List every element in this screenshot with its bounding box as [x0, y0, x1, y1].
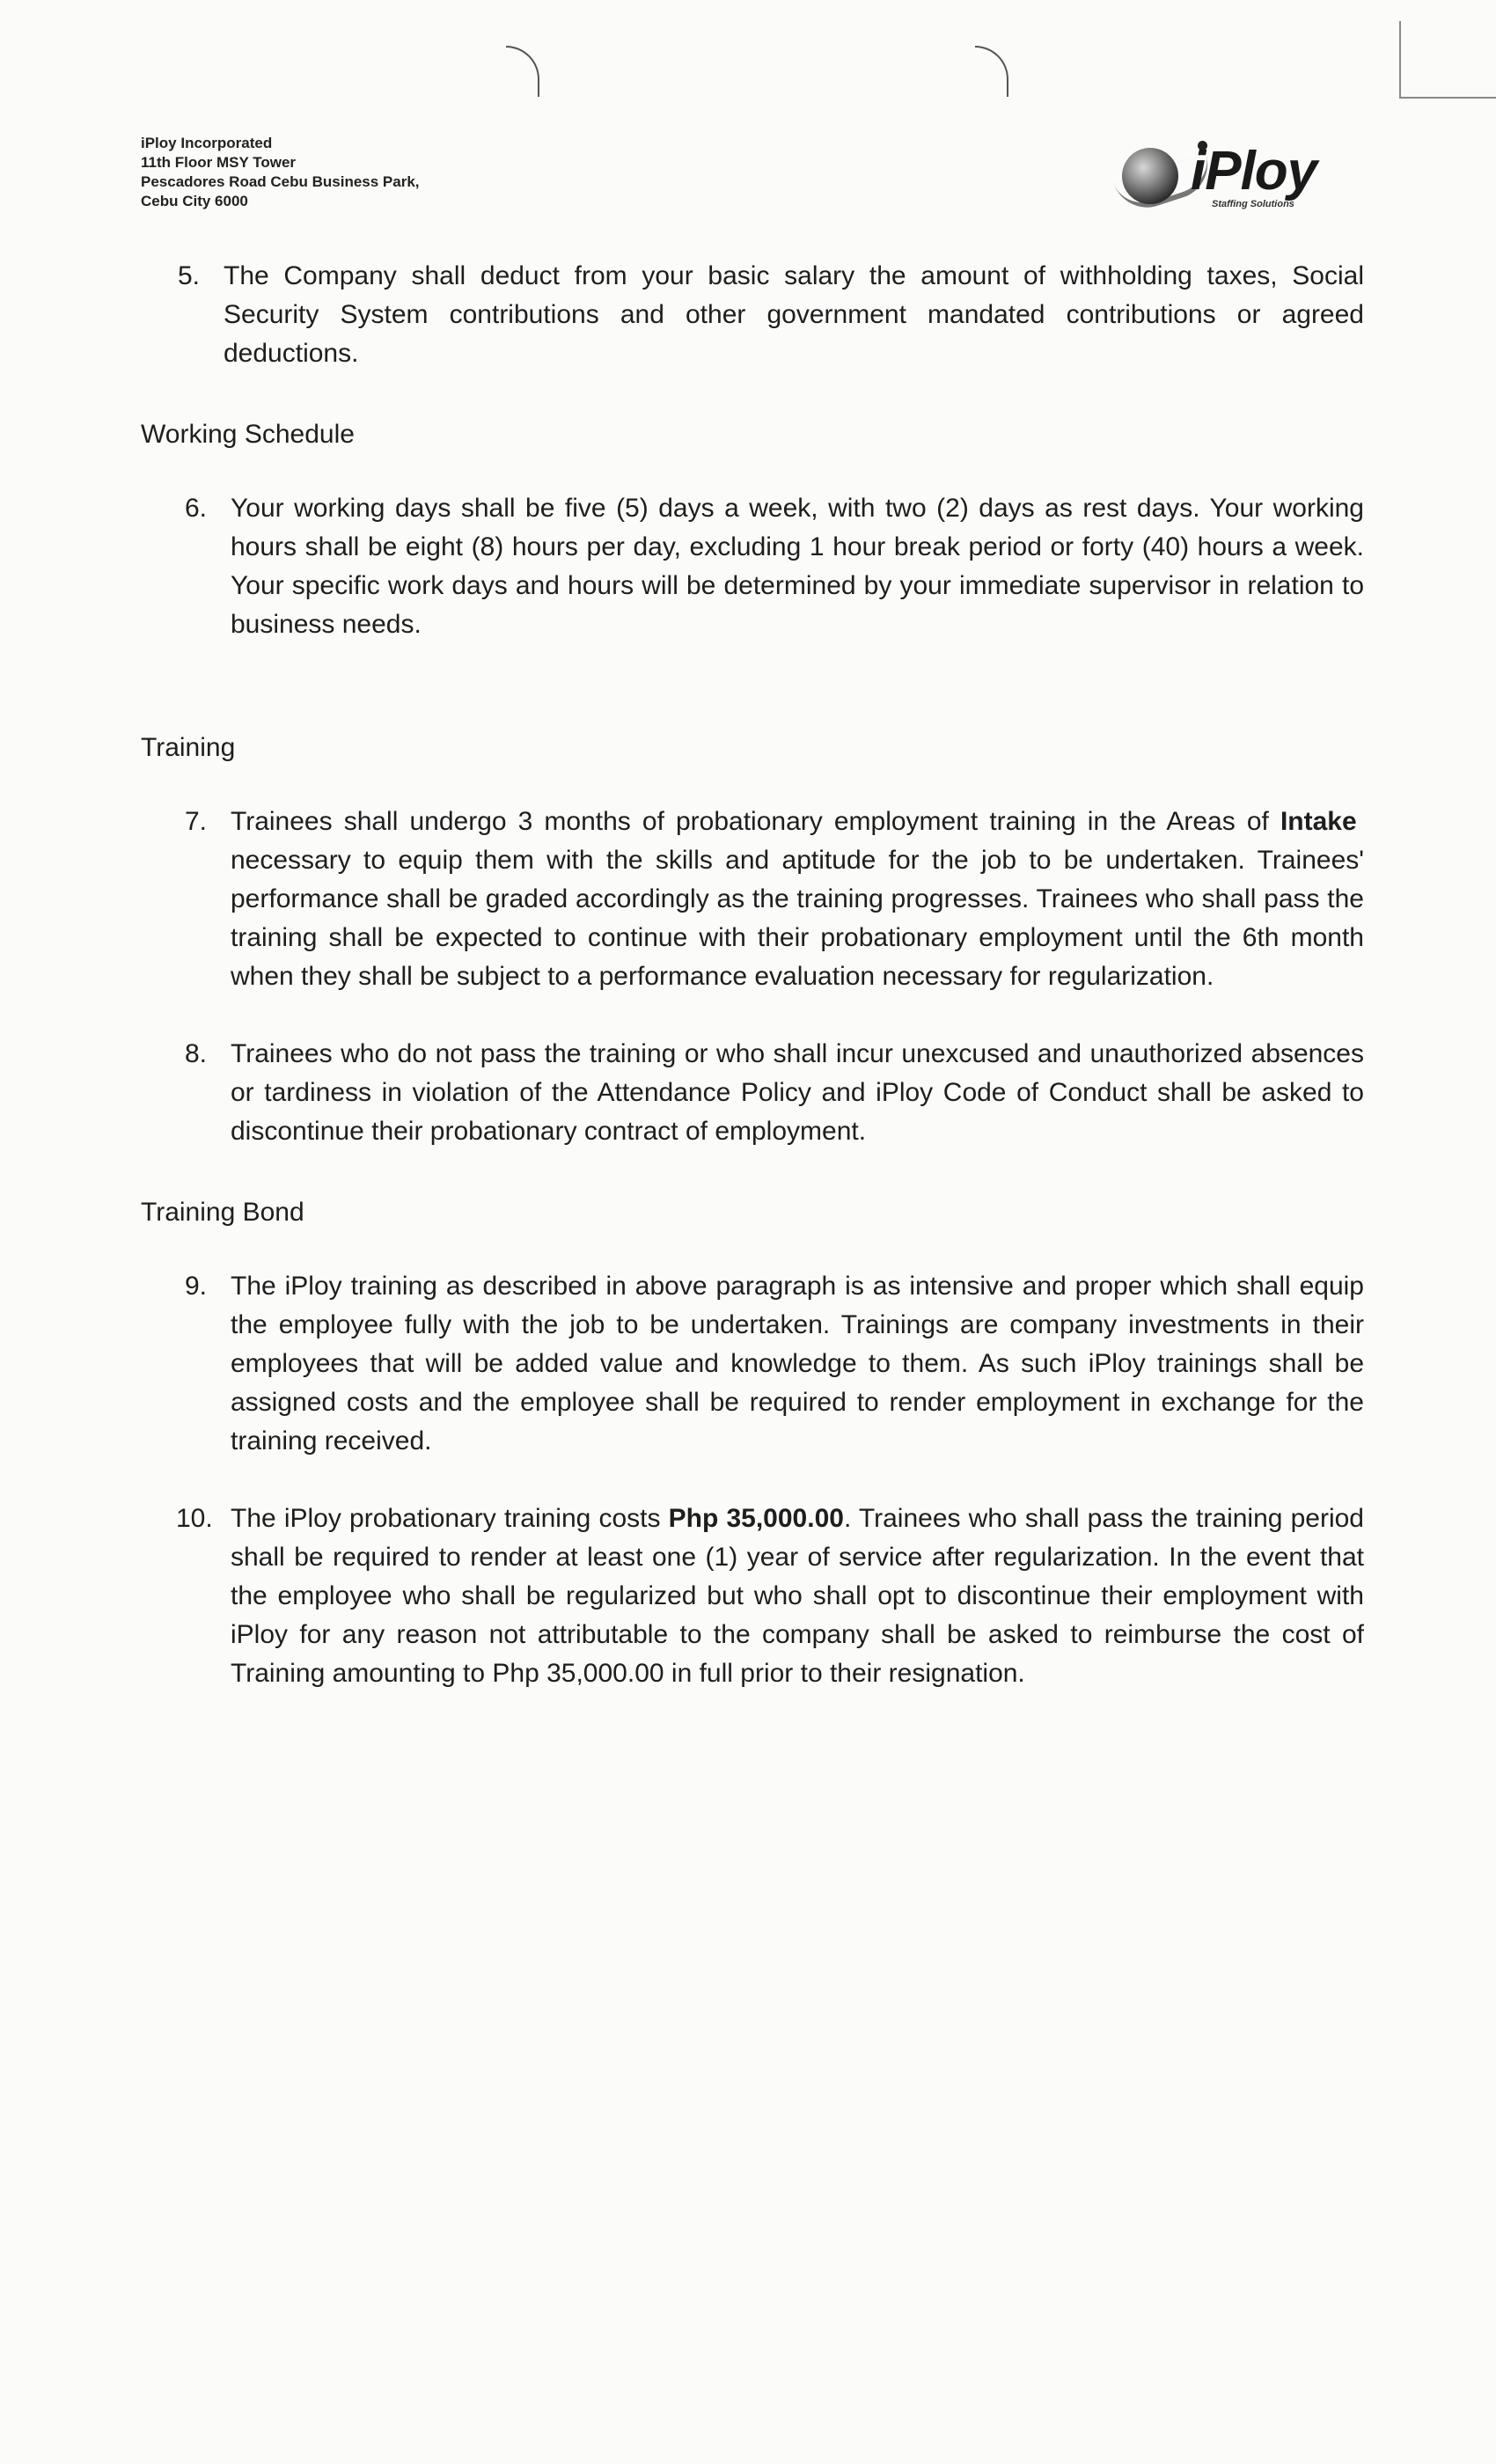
clause-number: 5. [178, 261, 201, 290]
logo-wordmark: iPloy [1191, 141, 1317, 202]
training-area-name: Intake [1280, 807, 1357, 836]
punch-hole-mark [975, 46, 1008, 97]
clause-number: 10. [176, 1504, 213, 1533]
logo-tagline: Staffing Solutions [1212, 199, 1294, 209]
clause-5 [134, 257, 1364, 373]
section-heading-working-schedule: Working Schedule [141, 420, 355, 449]
clause-number: 7. [185, 807, 208, 836]
clause-text: Trainees shall undergo 3 months of probationary employment training in the Areas of Intake necessary to equip them with the skills and aptitude for the job to be undertaken. Trainees' performance shall be graded accordingly as the training progresses. Trainees who shall pass the training shall be expected to continue with their probationary employment until the 6th month when they shall be subject to a performance evaluation necessary for regularization. [231, 807, 1364, 991]
clause-text: Trainees who do not pass the training or who shall incur unexcused and unauthorized absences or tardiness in violation of the Attendance Policy and iPloy Code of Conduct shall be asked to discontinue their probationary contract of employment. [231, 1039, 1364, 1146]
punch-hole-mark [506, 46, 539, 97]
address-line-3: Cebu City 6000 [141, 193, 248, 209]
clause-number: 9. [185, 1272, 208, 1301]
clause-7 [141, 803, 1364, 996]
section-heading-training-bond: Training Bond [141, 1198, 304, 1227]
clause-9 [141, 1267, 1364, 1461]
company-name: iPloy Incorporated [141, 135, 273, 151]
clause-text: The iPloy training as described in above paragraph is as intensive and proper which shall equip the employee fully with the job to be undertaken. Trainings are company investments in their employees that will be added value and knowledge to them. As such iPloy trainings shall be assigned costs and the employee shall be required to render employment in exchange for the training received. [231, 1272, 1364, 1456]
section-heading-training: Training [141, 733, 236, 762]
globe-icon [1122, 148, 1178, 204]
clause-text: Your working days shall be five (5) days a week, with two (2) days as rest days. Your working hours shall be eight (8) hours per day, excluding 1 hour break period or forty (40) hours a week. Your specific work days and hours will be determined by your immediate supervisor in relation to business needs. [231, 494, 1364, 639]
address-line-2: Pescadores Road Cebu Business Park, [141, 173, 420, 190]
staple-corner-mark [1399, 21, 1496, 99]
clause-10 [141, 1500, 1364, 1693]
letterhead-address [141, 134, 420, 211]
clause-number: 8. [185, 1039, 208, 1068]
clause-6 [141, 489, 1364, 644]
training-cost-amount: Php 35,000.00 [668, 1504, 844, 1533]
clause-text: The iPloy probationary training costs Php 35,000.00. Trainees who shall pass the training period shall be required to render at least one (1) year of service after regularization. In the event that the employee who shall be regularized but who shall opt to discontinue their employment with iPloy for any reason not attributable to the company shall be asked to reimburse the cost of Training amounting to Php 35,000.00 in full prior to their resignation. [231, 1504, 1364, 1688]
clause-text: The Company shall deduct from your basic salary the amount of withholding taxes, Social Security System contributions and other government mandated contributions or agreed deductions. [224, 261, 1364, 368]
document-body [141, 257, 1364, 1693]
iploy-logo [1122, 141, 1368, 220]
clause-number: 6. [185, 494, 208, 523]
clause-8 [141, 1035, 1364, 1151]
address-line-1: 11th Floor MSY Tower [141, 154, 297, 171]
